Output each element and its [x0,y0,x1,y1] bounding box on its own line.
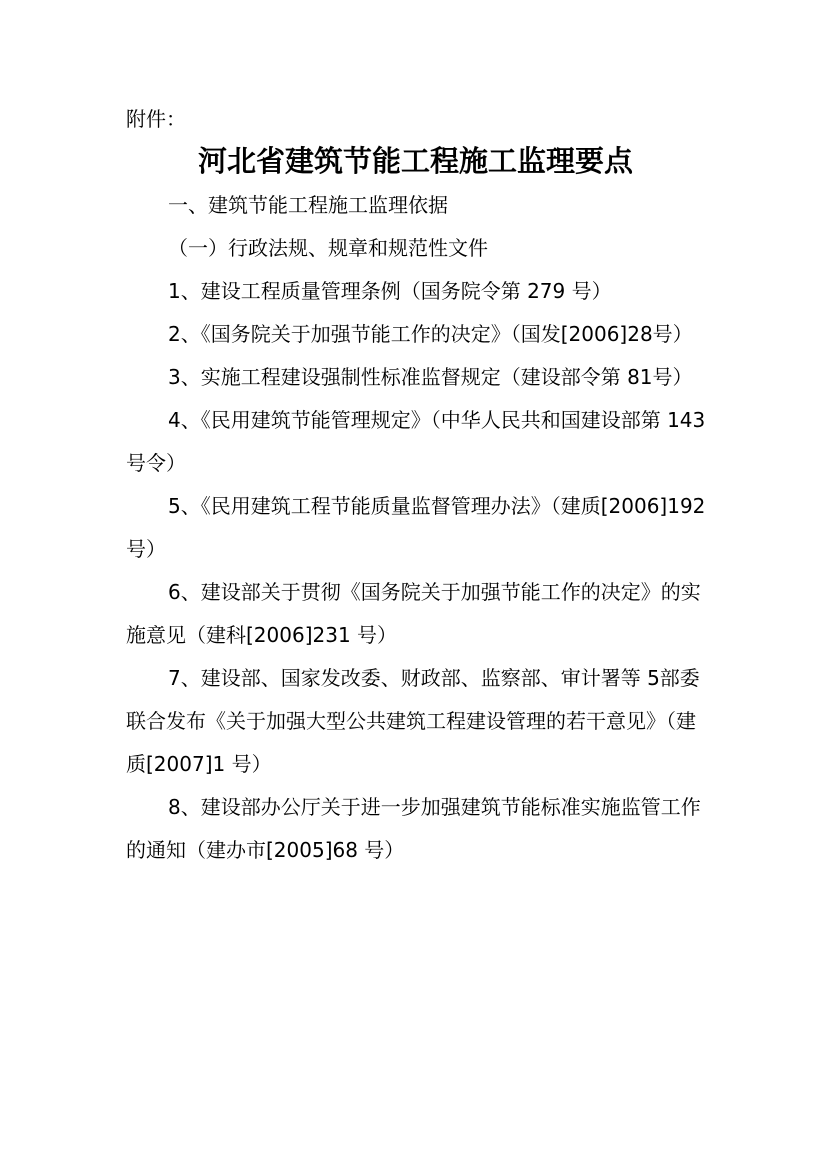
regulation-item-8: 8、建设部办公厅关于进一步加强建筑节能标准实施监管工作的通知（建办市[2005]68 号） [126,795,701,862]
regulation-item-3: 3、实施工程建设强制性标准监督规定（建设部令第 81号） [168,365,693,389]
subsection-heading: （一）行政法规、规章和规范性文件 [168,236,488,260]
regulation-item-2: 2、《国务院关于加强节能工作的决定》（国发[2006]28号） [168,322,693,346]
regulation-item-5: 5、《民用建筑工程节能质量监督管理办法》（建质[2006]192 号） [126,494,706,561]
regulation-item-7: 7、建设部、国家发改委、财政部、监察部、审计署等 5部委联合发布《关于加强大型公共建筑工程建设管理的若干意见》（建质[2007]1 号） [126,666,700,776]
document-content [126,100,711,872]
section-heading: 一、建筑节能工程施工监理依据 [168,193,448,217]
document-title: 河北省建筑节能工程施工监理要点 [197,144,633,178]
regulation-item-1: 1、建设工程质量管理条例（国务院令第 279 号） [168,279,612,303]
attachment-label: 附件： [126,107,186,131]
regulation-list [126,270,711,872]
regulation-item-6: 6、建设部关于贯彻《国务院关于加强节能工作的决定》的实施意见（建科[2006]231 号） [126,580,701,647]
regulation-item-4: 4、《民用建筑节能管理规定》（中华人民共和国建设部第 143 号令） [126,408,706,475]
